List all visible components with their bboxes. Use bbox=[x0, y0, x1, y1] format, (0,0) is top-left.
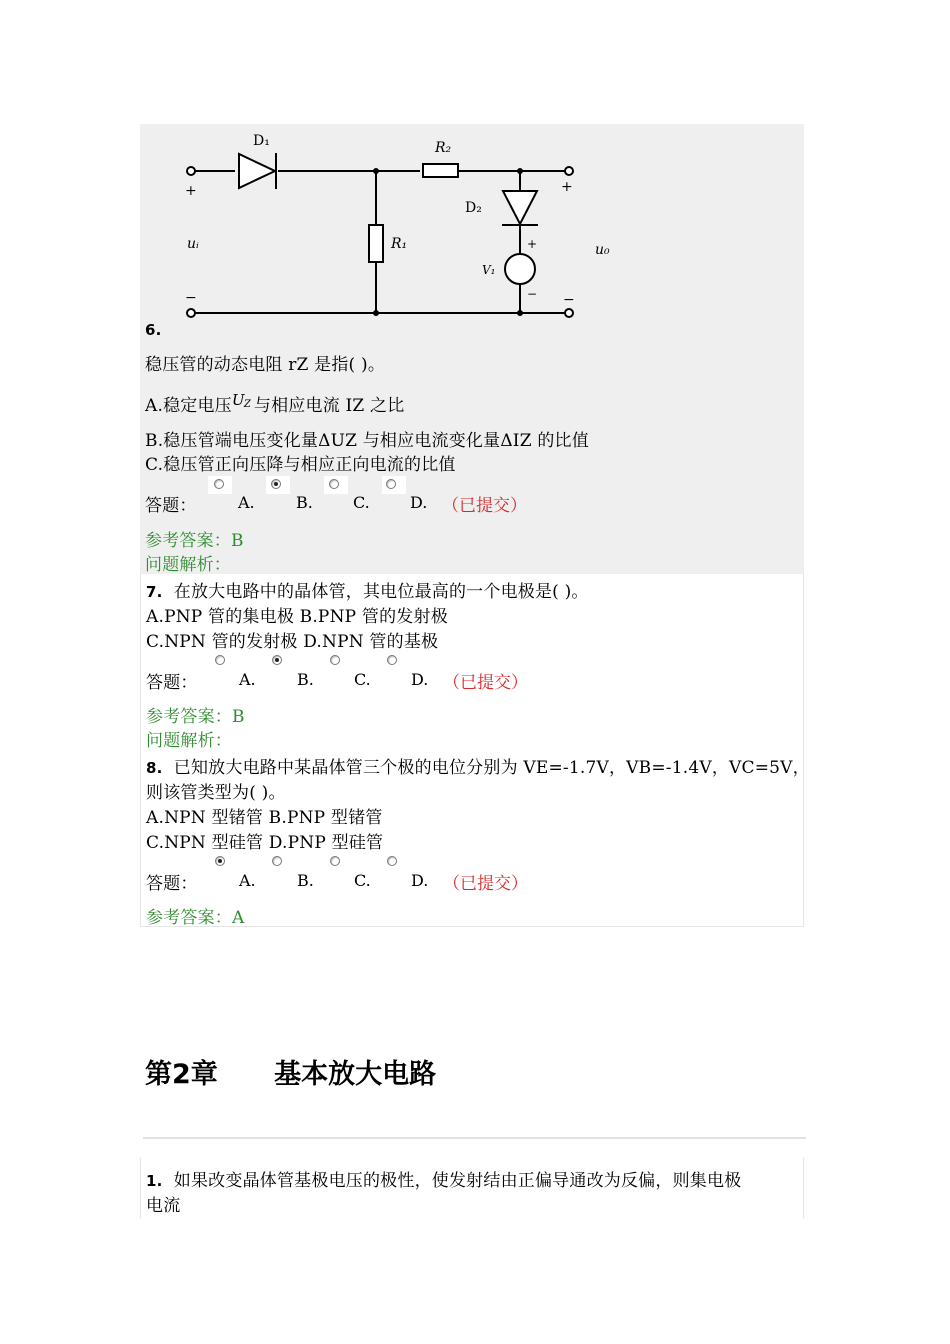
minus-v1: − bbox=[527, 287, 538, 301]
question-7-stem bbox=[146, 577, 589, 602]
plus-in: + bbox=[185, 183, 197, 199]
resistor-r2 bbox=[423, 164, 458, 177]
q8-radio-a[interactable] bbox=[215, 856, 225, 866]
label-d2: D₂ bbox=[465, 200, 482, 216]
question-7-options-ab: A.PNP 管的集电极 B.PNP 管的发射极 bbox=[146, 607, 448, 627]
q8-reference-answer: 参考答案：A bbox=[146, 908, 245, 928]
q7-radio-d[interactable] bbox=[387, 655, 397, 665]
label-d1: D₁ bbox=[253, 133, 270, 149]
question-7-number: 7. bbox=[146, 583, 163, 601]
q7-choice-d: D. bbox=[411, 670, 429, 689]
resistor-r1 bbox=[369, 225, 383, 262]
radio-d[interactable] bbox=[386, 479, 396, 489]
label-r1: R₁ bbox=[391, 236, 408, 252]
q8-radio-c[interactable] bbox=[330, 856, 340, 866]
label-ui: uᵢ bbox=[187, 236, 199, 252]
plus-out: + bbox=[561, 179, 573, 195]
diode-d1 bbox=[239, 153, 276, 189]
chapter-2-question-1-panel bbox=[140, 1158, 804, 1218]
option-a-suffix: 与相应电流 IZ 之比 bbox=[253, 396, 405, 416]
label-v1: V₁ bbox=[482, 263, 496, 277]
question-number: 6. bbox=[145, 321, 162, 339]
minus-out: − bbox=[563, 292, 575, 308]
question-8-number: 8. bbox=[146, 759, 163, 777]
question-6-panel bbox=[140, 124, 804, 574]
radio-c[interactable] bbox=[329, 479, 339, 489]
q7-choice-c: C. bbox=[354, 670, 371, 689]
radio-a[interactable] bbox=[214, 479, 224, 489]
question-8-text-2: 则该管类型为( )。 bbox=[146, 783, 286, 803]
label-uo: u₀ bbox=[595, 242, 610, 258]
q8-choice-c: C. bbox=[354, 871, 371, 890]
question-8-stem bbox=[146, 753, 810, 778]
q7-radio-a[interactable] bbox=[215, 655, 225, 665]
q7-choice-a: A. bbox=[239, 670, 256, 689]
q7-answer-label: 答题： bbox=[146, 673, 198, 693]
q8-choice-b: B. bbox=[297, 871, 314, 890]
choice-d-label: D. bbox=[410, 493, 428, 512]
choice-c-label: C. bbox=[353, 493, 370, 512]
minus-in: − bbox=[185, 290, 197, 306]
uz-symbol-u: U bbox=[231, 391, 245, 409]
voltage-source-v1 bbox=[505, 254, 535, 284]
questions-7-8-panel bbox=[140, 574, 810, 928]
q7-submitted-status: （已提交） bbox=[443, 673, 528, 693]
q7-analysis-label: 问题解析： bbox=[146, 731, 232, 751]
ch2-question-1-number: 1. bbox=[146, 1172, 163, 1190]
ch2-question-1-text-2: 电流 bbox=[146, 1196, 181, 1216]
option-a-prefix: A.稳定电压 bbox=[145, 396, 232, 416]
q7-reference-answer: 参考答案：B bbox=[146, 707, 245, 727]
question-8-options-ab: A.NPN 型锗管 B.PNP 型锗管 bbox=[146, 808, 383, 828]
question-8-options-cd: C.NPN 型硅管 D.PNP 型硅管 bbox=[146, 833, 384, 853]
plus-v1: + bbox=[527, 237, 538, 251]
q8-choice-a: A. bbox=[239, 871, 256, 890]
question-7-options-cd: C.NPN 管的发射极 D.NPN 管的基极 bbox=[146, 632, 439, 652]
ch2-question-1-text-1: 如果改变晶体管基极电压的极性，使发射结由正偏导通改为反偏，则集电极 bbox=[173, 1171, 742, 1191]
radio-b[interactable] bbox=[271, 479, 281, 489]
q7-choice-b: B. bbox=[297, 670, 314, 689]
q7-radio-b[interactable] bbox=[272, 655, 282, 665]
q8-submitted-status: （已提交） bbox=[443, 874, 528, 894]
analysis-label: 问题解析： bbox=[145, 555, 231, 575]
q8-answer-label: 答题： bbox=[146, 874, 198, 894]
q7-radio-c[interactable] bbox=[330, 655, 340, 665]
divider bbox=[143, 1137, 806, 1139]
submitted-status: （已提交） bbox=[442, 496, 527, 516]
option-c: C.稳压管正向压降与相应正向电流的比值 bbox=[145, 455, 456, 475]
question-7-text: 在放大电路中的晶体管，其电位最高的一个电极是( )。 bbox=[173, 582, 589, 602]
option-a bbox=[145, 391, 404, 416]
reference-answer: 参考答案：B bbox=[145, 531, 244, 551]
q8-radio-b[interactable] bbox=[272, 856, 282, 866]
answer-label: 答题： bbox=[145, 496, 197, 516]
label-r2: R₂ bbox=[435, 140, 452, 156]
option-b: B.稳压管端电压变化量ΔUZ 与相应电流变化量ΔIZ 的比值 bbox=[145, 431, 589, 451]
circuit-diagram bbox=[175, 124, 645, 334]
question-8-text-1: 已知放大电路中某晶体管三个极的电位分别为 VE=-1.7V，VB=-1.4V，VC=5V， bbox=[173, 758, 810, 778]
choice-a-label: A. bbox=[238, 493, 255, 512]
choice-b-label: B. bbox=[296, 493, 313, 512]
ch2-question-1-stem bbox=[146, 1166, 741, 1191]
q8-choice-d: D. bbox=[411, 871, 429, 890]
question-stem: 稳压管的动态电阻 rZ 是指( )。 bbox=[145, 355, 386, 375]
uz-symbol-z: Z bbox=[243, 399, 252, 410]
chapter-title: 第2章 基本放大电路 bbox=[145, 1059, 437, 1090]
q8-radio-d[interactable] bbox=[387, 856, 397, 866]
diode-d2 bbox=[502, 191, 538, 225]
